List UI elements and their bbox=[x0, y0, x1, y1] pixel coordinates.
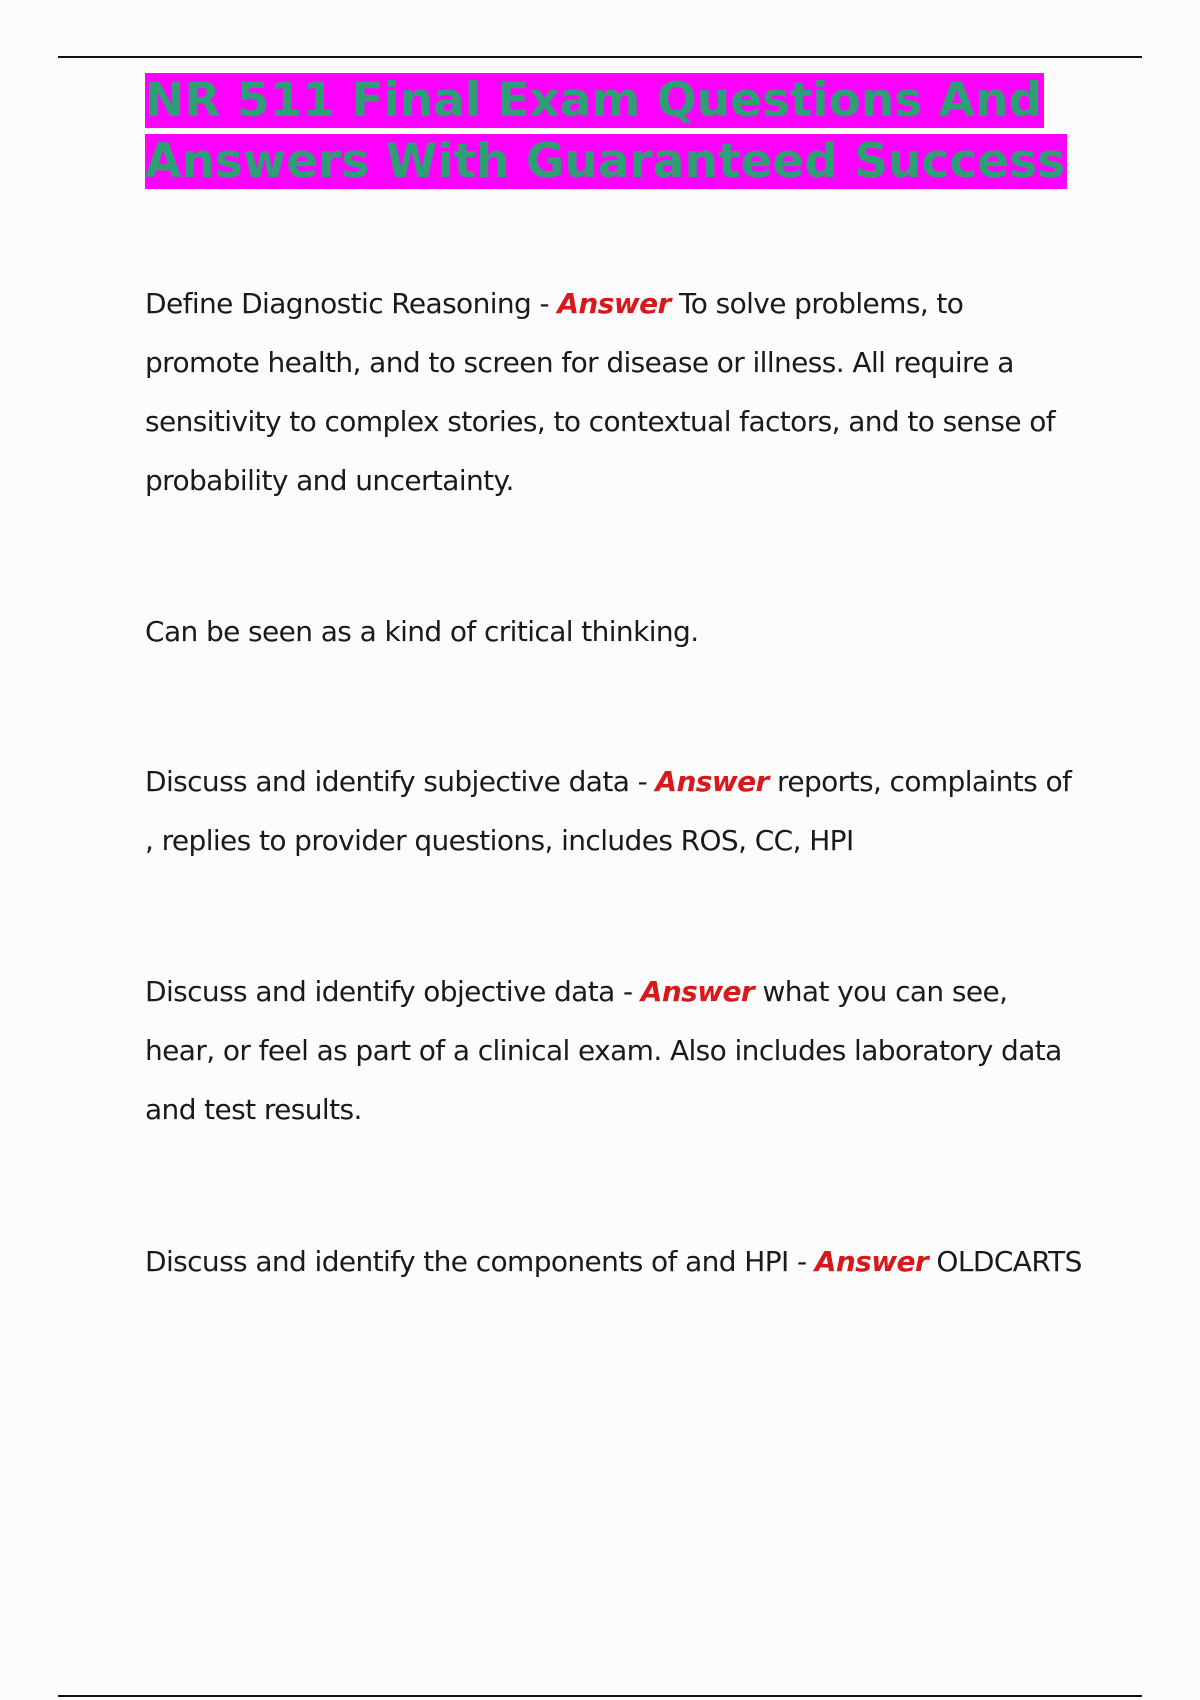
qa-entry-objective-data bbox=[145, 962, 1085, 1139]
answer-text: what you can see, hear, or feel as part of a clinical exam. Also includes laboratory data and test results. bbox=[145, 975, 1062, 1126]
answer-text: To solve problems, to promote health, and to screen for disease or illness. All require a sensitivity to complex stories, to contextual factors, and to sense of probability and uncertainty. bbox=[145, 287, 1056, 497]
question-text: Define Diagnostic Reasoning - bbox=[145, 287, 558, 320]
footer-rule bbox=[58, 1695, 1142, 1697]
qa-entry-hpi-components bbox=[145, 1232, 1085, 1291]
header-rule bbox=[58, 56, 1142, 58]
qa-paragraph bbox=[145, 962, 1085, 1139]
qa-paragraph bbox=[145, 274, 1085, 510]
qa-paragraph bbox=[145, 752, 1085, 870]
question-text: Discuss and identify objective data - bbox=[145, 975, 641, 1008]
answer-label: Answer bbox=[814, 1245, 929, 1278]
answer-continuation: Can be seen as a kind of critical thinking. bbox=[145, 615, 699, 648]
question-text: Discuss and identify subjective data - bbox=[145, 765, 656, 798]
qa-entry-diagnostic-reasoning bbox=[145, 274, 1085, 510]
answer-text: reports, complaints of , replies to provider questions, includes ROS, CC, HPI bbox=[145, 765, 1072, 857]
document-title bbox=[145, 70, 1105, 192]
answer-label: Answer bbox=[557, 287, 671, 320]
answer-label: Answer bbox=[640, 975, 755, 1008]
qa-paragraph bbox=[145, 1232, 1085, 1291]
title-highlight: NR 511 Final Exam Questions And Answers With Guaranteed Success bbox=[145, 73, 1066, 189]
qa-entry-subjective-data bbox=[145, 752, 1085, 870]
answer-text: OLDCARTS bbox=[936, 1245, 1082, 1278]
qa-entry-continuation bbox=[145, 602, 1085, 661]
question-text: Discuss and identify the components of and HPI - bbox=[145, 1245, 815, 1278]
answer-label: Answer bbox=[655, 765, 769, 798]
